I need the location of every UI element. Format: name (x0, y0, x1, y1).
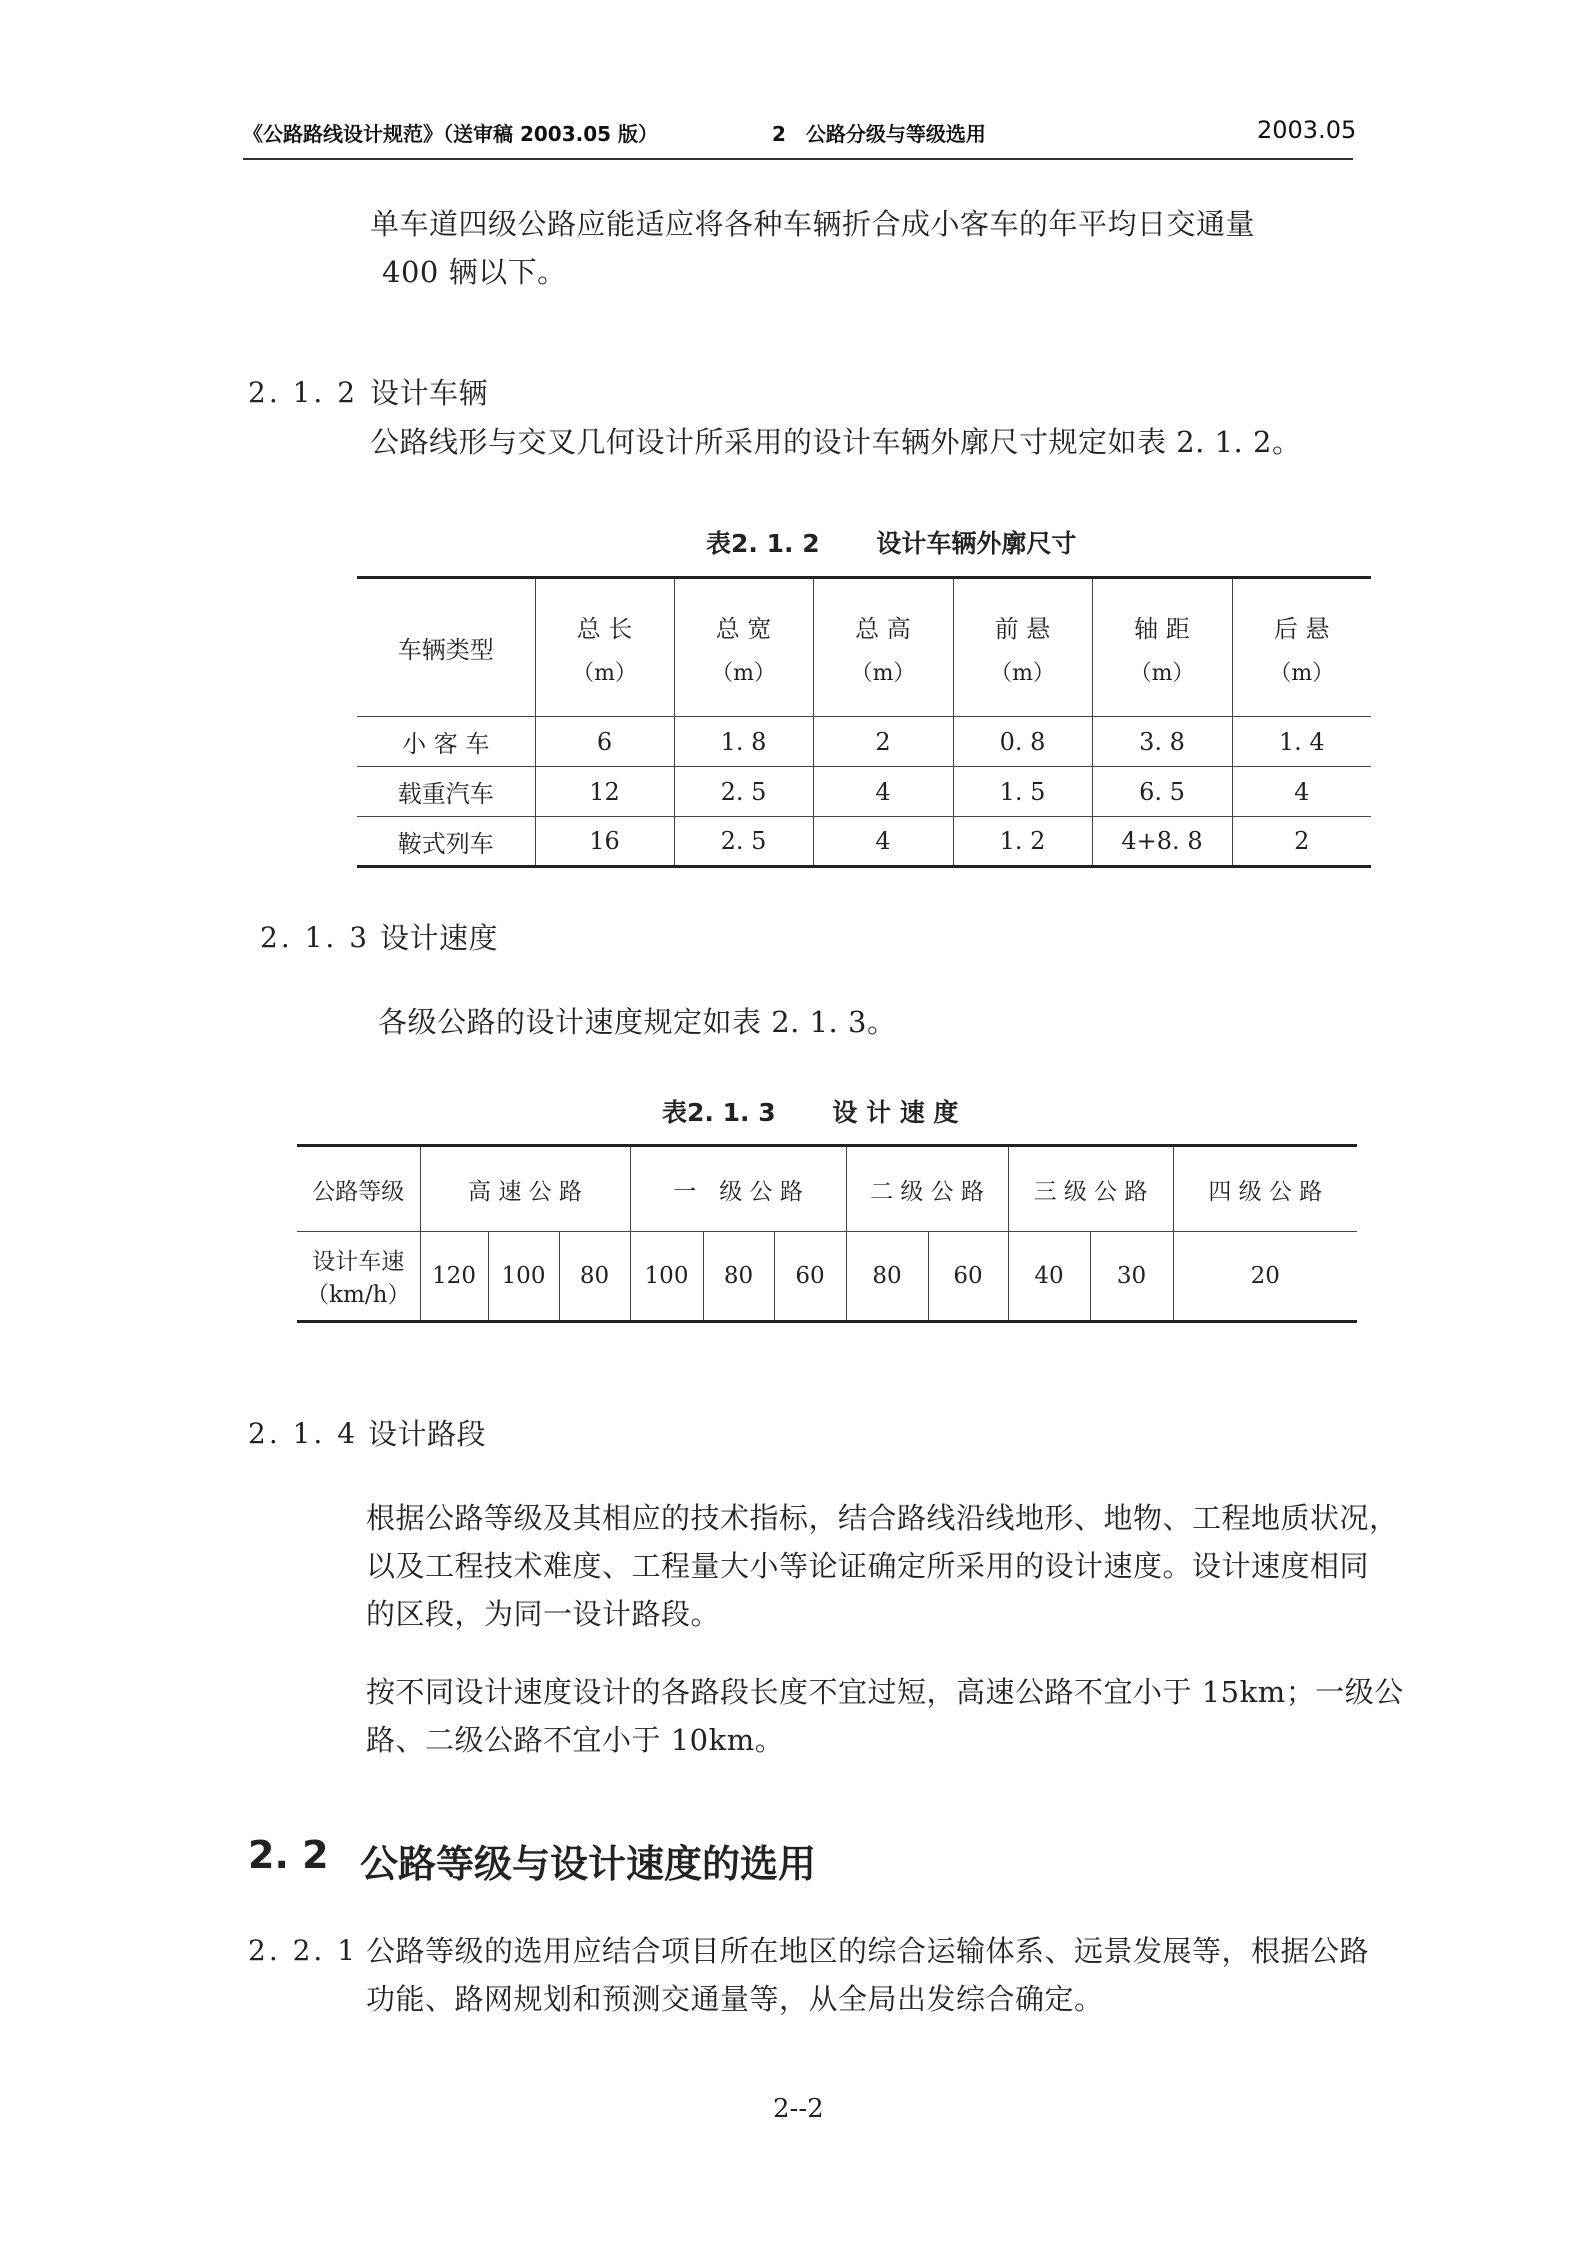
speed-cell: 80 (846, 1232, 928, 1322)
section-2-1-2-number: 2. 1. 2 (248, 376, 359, 409)
table-2-1-3-caption (662, 1093, 958, 1129)
table-2-1-3-caption-title: 设 计 速 度 (832, 1098, 959, 1127)
grade-row (297, 1146, 1357, 1232)
speed-row (297, 1232, 1357, 1322)
grade-header-class-2: 二 级 公 路 (846, 1146, 1008, 1232)
speed-cell: 100 (630, 1232, 703, 1322)
table-cell: 2 (813, 717, 953, 767)
table-cell: 16 (535, 817, 674, 867)
section-2-2-number: 2. 2 (248, 1833, 329, 1877)
vehicle-type-header: 车辆类型 (357, 578, 535, 717)
column-header: 总 长 （m） (535, 578, 674, 717)
section-2-1-4-title: 设计路段 (368, 1417, 487, 1451)
table-cell: 2. 5 (674, 767, 813, 817)
table-row (357, 717, 1371, 767)
table-2-1-2-caption-title: 设计车辆外廓尺寸 (876, 529, 1077, 558)
design-speed-table (297, 1144, 1357, 1323)
table-cell: 2 (1232, 817, 1371, 867)
table-cell: 3. 8 (1092, 717, 1232, 767)
header-rule (243, 158, 1353, 160)
table-cell: 6 (535, 717, 674, 767)
vehicle-type-cell: 鞍式列车 (357, 817, 535, 867)
table-cell: 1. 8 (674, 717, 813, 767)
grade-label: 公路等级 (297, 1146, 420, 1232)
section-2-2-1-line-2: 功能、路网规划和预测交通量等，从全局出发综合确定。 (366, 1982, 1104, 2016)
column-header: 后 悬 （m） (1232, 578, 1371, 717)
table-cell: 4 (813, 817, 953, 867)
section-2-1-4-number: 2. 1. 4 (248, 1417, 359, 1450)
page-number: 2--2 (773, 2094, 824, 2124)
section-2-1-4-p1-line-1: 根据公路等级及其相应的技术指标，结合路线沿线地形、地物、工程地质状况， (366, 1501, 1399, 1535)
table-cell: 12 (535, 767, 674, 817)
section-2-1-4-p2-line-2: 路、二级公路不宜小于 10km。 (366, 1723, 785, 1757)
table-cell: 4 (1232, 767, 1371, 817)
table-cell: 1. 4 (1232, 717, 1371, 767)
header-document-title: 《公路路线设计规范》（送审稿 2003.05 版） (243, 122, 659, 146)
grade-header-expressway: 高 速 公 路 (420, 1146, 630, 1232)
column-header: 总 高 （m） (813, 578, 953, 717)
table-cell: 4 (813, 767, 953, 817)
intro-line-2: 400 辆以下。 (382, 255, 567, 289)
section-2-1-3-number: 2. 1. 3 (260, 921, 371, 954)
section-2-1-4-p1-line-2: 以及工程技术难度、工程量大小等论证确定所采用的设计速度。设计速度相同 (366, 1549, 1370, 1583)
table-header-row (357, 578, 1371, 717)
column-header: 总 宽 （m） (674, 578, 813, 717)
section-2-1-3-text: 各级公路的设计速度规定如表 2. 1. 3。 (378, 1005, 897, 1039)
grade-header-class-4: 四 级 公 路 (1173, 1146, 1357, 1232)
table-2-1-2-caption-number: 表2. 1. 2 (706, 529, 820, 558)
column-header: 前 悬 （m） (953, 578, 1092, 717)
column-header: 轴 距 （m） (1092, 578, 1232, 717)
table-cell: 1. 5 (953, 767, 1092, 817)
vehicle-type-cell: 载重汽车 (357, 767, 535, 817)
speed-cell: 40 (1008, 1232, 1090, 1322)
table-cell: 0. 8 (953, 717, 1092, 767)
table-row (357, 767, 1371, 817)
header-date: 2003.05 (1257, 116, 1357, 144)
grade-header-class-1: 一 级 公 路 (630, 1146, 846, 1232)
speed-cell: 80 (703, 1232, 774, 1322)
section-2-2-1-number: 2. 2. 1 (248, 1934, 359, 1967)
section-2-2-title: 公路等级与设计速度的选用 (360, 1842, 817, 1886)
table-cell: 2. 5 (674, 817, 813, 867)
section-2-2-1-line-1: 公路等级的选用应结合项目所在地区的综合运输体系、远景发展等，根据公路 (366, 1934, 1370, 1968)
vehicle-type-cell: 小 客 车 (357, 717, 535, 767)
section-2-1-3-title: 设计速度 (380, 921, 499, 955)
section-2-1-2-title: 设计车辆 (370, 376, 489, 410)
design-vehicle-table (357, 576, 1371, 868)
grade-header-class-3: 三 级 公 路 (1008, 1146, 1173, 1232)
speed-cell: 20 (1173, 1232, 1357, 1322)
section-2-1-4-p2-line-1: 按不同设计速度设计的各路段长度不宜过短，高速公路不宜小于 15km；一级公 (366, 1675, 1404, 1709)
speed-cell: 100 (488, 1232, 559, 1322)
intro-line-1: 单车道四级公路应能适应将各种车辆折合成小客车的年平均日交通量 (370, 207, 1256, 241)
speed-cell: 80 (559, 1232, 630, 1322)
table-cell: 4+8. 8 (1092, 817, 1232, 867)
speed-cell: 60 (928, 1232, 1008, 1322)
table-2-1-3-caption-number: 表2. 1. 3 (662, 1098, 776, 1127)
speed-cell: 60 (774, 1232, 846, 1322)
speed-cell: 120 (420, 1232, 488, 1322)
header-chapter-title: 2 公路分级与等级选用 (772, 122, 986, 146)
section-2-1-4-p1-line-3: 的区段，为同一设计路段。 (366, 1597, 721, 1631)
table-2-1-2-caption (706, 524, 1076, 560)
speed-cell: 30 (1090, 1232, 1173, 1322)
table-cell: 1. 2 (953, 817, 1092, 867)
section-2-1-2-text: 公路线形与交叉几何设计所采用的设计车辆外廓尺寸规定如表 2. 1. 2。 (370, 425, 1302, 459)
table-row (357, 817, 1371, 867)
table-cell: 6. 5 (1092, 767, 1232, 817)
speed-label: 设计车速 （km/h） (297, 1232, 420, 1322)
